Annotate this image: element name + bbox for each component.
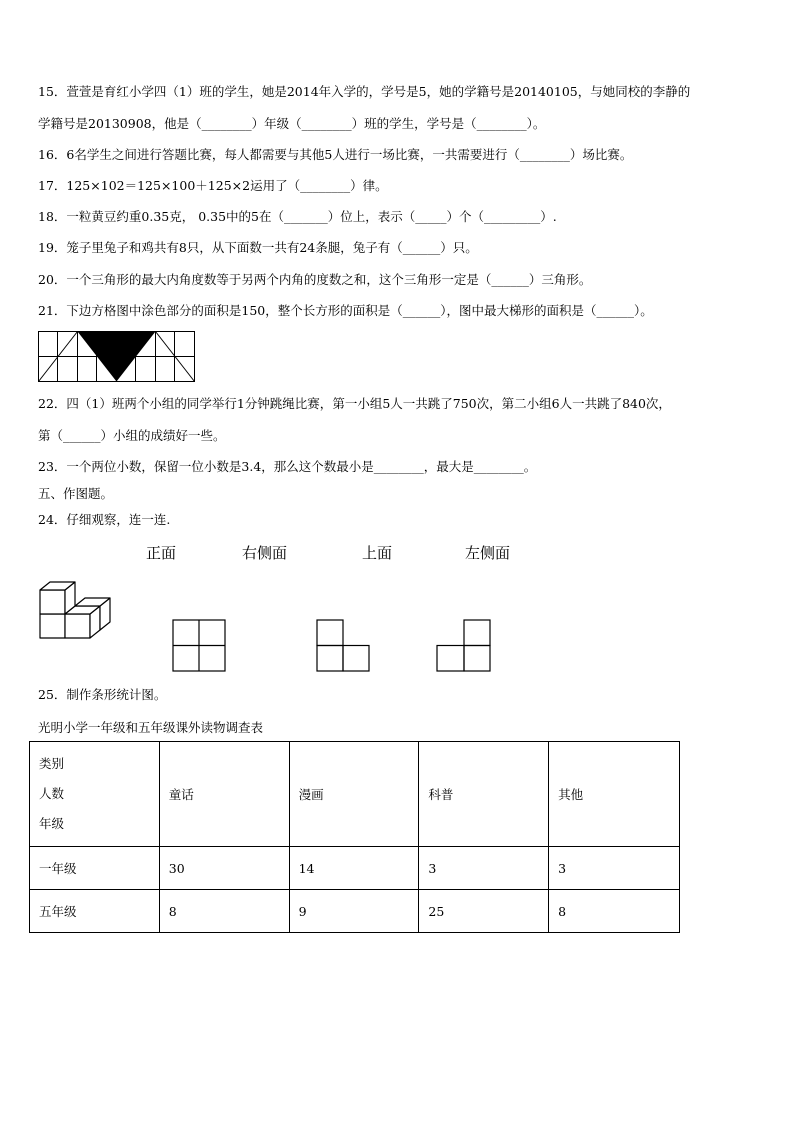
question-24: 24．仔细观察，连一连. — [38, 512, 171, 527]
table-row — [30, 890, 680, 933]
cube-stack-figure — [38, 574, 124, 640]
corner-label-count: 人数 — [39, 786, 65, 801]
question-16: 16．6名学生之间进行答题比赛，每人都需要与其他5人进行一场比赛，一共需要进行（________）场比赛。 — [38, 147, 633, 162]
cell-value: 8 — [159, 890, 289, 933]
question-18: 18．一粒黄豆约重0.35克， 0.35中的5在（_______）位上，表示（_____）个（_________）. — [38, 209, 557, 224]
section-5-heading: 五、作图题。 — [38, 486, 114, 501]
question-20: 20．一个三角形的最大内角度数等于另两个内角的度数之和，这个三角形一定是（______）三角形。 — [38, 272, 592, 287]
cell-value: 9 — [289, 890, 419, 933]
table-title: 光明小学一年级和五年级课外读物调查表 — [38, 720, 264, 735]
corner-label-grade: 年级 — [39, 816, 65, 831]
question-15-line-2: 学籍号是20130908，他是（________）年级（________）班的学生，学号是（________）。 — [38, 116, 546, 131]
label-front: 正面 — [146, 544, 177, 562]
question-22-line-2: 第（______）小组的成绩好一些。 — [38, 428, 226, 443]
question-19: 19．笼子里兔子和鸡共有8只，从下面数一共有24条腿，兔子有（______）只。 — [38, 240, 478, 255]
row-grade: 一年级 — [30, 847, 160, 890]
question-15-line-1: 15．萱萱是育红小学四（1）班的学生，她是2014年入学的，学号是5，她的学籍号是20140105，与她同校的李静的 — [38, 84, 691, 99]
view-option-square-2x2[interactable] — [172, 619, 227, 672]
cell-value: 25 — [419, 890, 549, 933]
table-header-row — [30, 742, 680, 847]
question-21: 21．下边方格图中涂色部分的面积是150，整个长方形的面积是（______），图中最大梯形的面积是（______）。 — [38, 303, 653, 318]
question-23: 23．一个两位小数，保留一位小数是3.4，那么这个数最小是________，最大是________。 — [38, 459, 537, 474]
cell-value: 30 — [159, 847, 289, 890]
cell-value: 14 — [289, 847, 419, 890]
view-option-l-shape-left[interactable] — [316, 619, 371, 672]
header-fairy-tale: 童话 — [159, 742, 289, 847]
header-science: 科普 — [419, 742, 549, 847]
row-grade: 五年级 — [30, 890, 160, 933]
question-25: 25．制作条形统计图。 — [38, 687, 167, 702]
header-comics: 漫画 — [289, 742, 419, 847]
cell-value: 3 — [549, 847, 680, 890]
cell-value: 8 — [549, 890, 680, 933]
q21-grid-figure — [38, 331, 196, 383]
table-row — [30, 847, 680, 890]
header-other: 其他 — [549, 742, 680, 847]
reading-survey-table — [29, 741, 680, 933]
table-corner-cell — [30, 742, 160, 847]
corner-label-category: 类别 — [39, 756, 65, 771]
question-17: 17．125×102＝125×100＋125×2运用了（________）律。 — [38, 178, 388, 193]
view-option-l-shape-right[interactable] — [436, 619, 492, 672]
cell-value: 3 — [419, 847, 549, 890]
label-right-side: 右侧面 — [242, 544, 288, 562]
label-left-side: 左侧面 — [465, 544, 511, 562]
label-top: 上面 — [362, 544, 393, 562]
question-22-line-1: 22．四（1）班两个小组的同学举行1分钟跳绳比赛，第一小组5人一共跳了750次，第二小组6人一共跳了840次， — [38, 396, 671, 411]
